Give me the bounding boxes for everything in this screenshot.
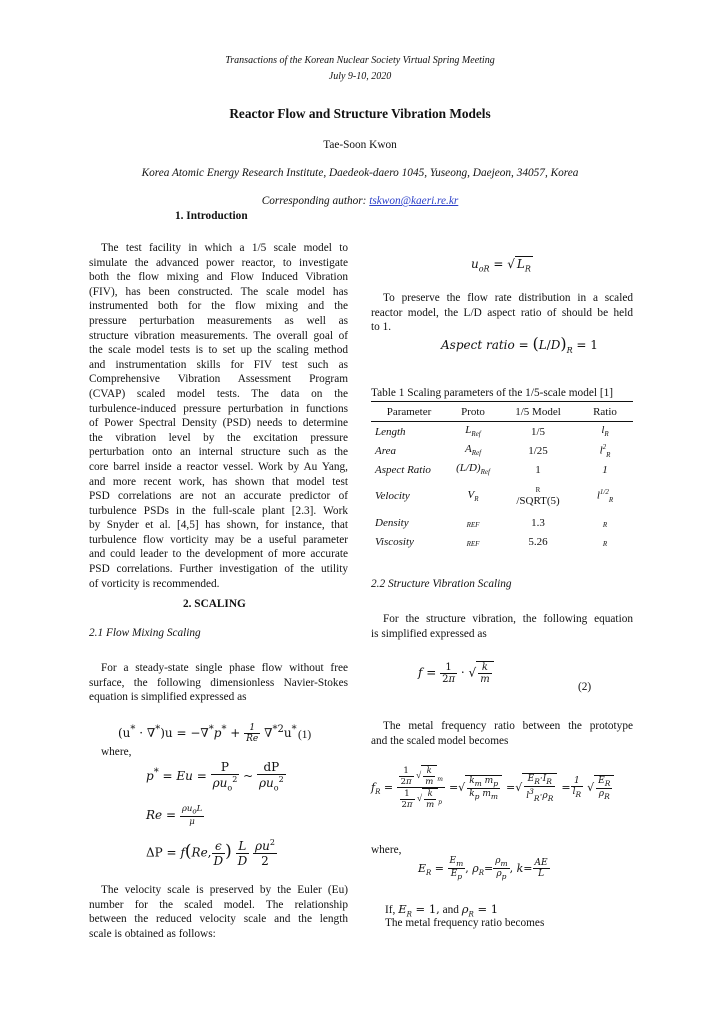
scaling-heading: 2. SCALING <box>183 598 246 610</box>
text-line: core barrel inside a reactor vessel. Work by Au Yang, <box>89 460 348 473</box>
paper-title: Reactor Flow and Structure Vibration Models <box>229 106 491 121</box>
equation-reynolds: Re = $\frac{\rho u_oL}{\mu}$ <box>146 804 203 827</box>
text-line: turbulence-induced pressure perturbation in functions <box>89 402 348 415</box>
author-name: Tae-Soon Kwon <box>323 139 397 151</box>
corresponding-label: Corresponding author: <box>261 195 370 207</box>
ratio-superscript: 2 <box>602 442 607 451</box>
table-header-cell: Proto <box>447 402 499 422</box>
text-line: PSD correlations. Further investigation of the utility <box>89 563 348 576</box>
text-line: of vorticity is recommended. <box>89 577 220 590</box>
velocity-scale-paragraph <box>89 883 348 941</box>
proto-cell <box>447 532 499 551</box>
ratio-cell <box>577 513 633 532</box>
equation-frequency-ratio: $f_R$ = $\frac{1}{2\pi}$ √ $\frac{k}{m}$ $_m$ $\frac{1}{2\pi}$ √ $\frac{k}{m}$ $_p$ =√ $\frac{k_m m_p}{k_p m_m}$ =√ $\frac{E_R\cdot I_R}{l^3_R\cdot\rho_R}$ = $\frac{1}{l_R}$ √ $\frac{E_R}{\rho_R}$ <box>371 765 614 810</box>
equation-pressure-drop: ΔP = f(Re, $\frac{\epsilon}{D}$ ) $\frac{L}{D}$ $\frac{\rho u^2}{2}$ <box>146 838 275 868</box>
text-line: To preserve the flow rate distribution in a scaled <box>383 292 633 304</box>
model-cell <box>499 532 577 551</box>
text-line: simulate the advanced power reactor, to investigate <box>89 256 348 269</box>
where-label: where, <box>101 746 132 758</box>
text-line: by Snyder et al. [4,5] has shown, for instance, that <box>89 519 348 532</box>
ratio-subscript: R <box>602 540 608 549</box>
ratio-cell <box>577 460 633 479</box>
text-line: instrumented both for the flow mixing and the <box>89 300 348 313</box>
text-line: between the reduced velocity scale and the length <box>89 913 348 926</box>
text-line: number for the scaled model. The relationship <box>89 898 348 911</box>
proto-subscript: Ref <box>471 430 481 439</box>
table-row <box>371 422 633 442</box>
ratio-cell <box>577 441 633 460</box>
proto-subscript: R <box>474 495 479 504</box>
where-label-right: where, <box>371 844 402 856</box>
text-line: For a steady-state single phase flow without free <box>101 662 348 674</box>
proto-cell <box>447 479 499 513</box>
ratio-symbol: l <box>596 489 600 502</box>
text-line: to 1. <box>371 321 392 334</box>
aspect-paragraph <box>371 291 633 335</box>
structure-vibration-subheading: 2.2 Structure Vibration Scaling <box>371 578 512 590</box>
table-row <box>371 513 633 532</box>
model-value: 5.26 <box>528 535 548 548</box>
text-line: scale is obtained as follows: <box>89 927 216 940</box>
text-line: Comprehensive Vibration Assessment Program <box>89 373 348 386</box>
scaling-table <box>371 401 633 551</box>
text-line: (CVAP) scaled model tests. The data on the <box>89 387 348 400</box>
model-value: /SQRT(5) <box>516 495 560 507</box>
param-cell: Viscosity <box>375 535 414 548</box>
equation-2-number: (2) <box>578 681 592 693</box>
model-superscript: R <box>535 486 541 494</box>
ratio-subscript: R <box>606 450 611 459</box>
text-line: For the structure vibration, the following equation <box>383 613 633 625</box>
affiliation: Korea Atomic Energy Research Institute, Daedeok-daero 1045, Yuseong, Daejeon, 34057, Korea <box>141 167 579 179</box>
text-line: and more recent work, has shown that model test <box>89 475 348 488</box>
metal-frequency-final-line: The metal frequency ratio becomes <box>385 917 545 929</box>
text-line: pressure perturbation measurements as well as <box>89 314 348 327</box>
model-value: 1/25 <box>528 444 548 457</box>
table-row <box>371 441 633 460</box>
if-label: If, <box>385 904 399 916</box>
equation-aspect-ratio: Aspect ratio = $(L/D)_R = 1$ <box>441 334 598 356</box>
equation-2: f = $\frac{1}{2\pi}$ · √ $\frac{k}{m}$ <box>418 661 494 685</box>
equation-velocity-scale: $u_{oR}$ = √ $L_R$ <box>471 257 531 274</box>
param-cell: Length <box>375 425 406 438</box>
table-row <box>371 460 633 479</box>
text-line: The velocity scale is preserved by the Euler (Eu) <box>101 884 348 896</box>
proto-cell <box>447 441 499 460</box>
text-line: the vibration level by the excitation pressure <box>89 431 348 444</box>
text-line: surface, the following dimensionless Navier-Stokes <box>89 676 348 689</box>
model-cell <box>499 441 577 460</box>
proto-subscript: REF <box>466 521 480 530</box>
proto-cell <box>447 513 499 532</box>
model-value: 1/5 <box>530 425 546 438</box>
ratio-subscript: R <box>608 495 614 504</box>
ratio-symbol: l <box>599 444 603 457</box>
ratio-subscript: R <box>604 430 609 439</box>
flow-mixing-subheading: 2.1 Flow Mixing Scaling <box>89 627 201 639</box>
intro-paragraph <box>89 241 348 591</box>
model-cell <box>499 422 577 442</box>
text-line: reactor model, the L/D aspect ratio of should be held <box>371 306 633 319</box>
ratio-symbol: 1 <box>602 463 608 476</box>
param-cell: Density <box>375 516 409 529</box>
email-link[interactable]: tskwon@kaeri.re.kr <box>369 195 459 207</box>
ratio-subscript: R <box>602 521 608 530</box>
text-line: both the flow mixing and Flow Induced Vibration <box>89 271 348 284</box>
table-header-cell: Ratio <box>577 402 633 422</box>
text-line: is simplified expressed as <box>371 627 487 640</box>
text-line: the scale model tests is to set up the scaling method <box>89 344 348 357</box>
table-row <box>371 479 633 513</box>
proto-subscript: REF <box>466 540 480 549</box>
journal-header-date: July 9-10, 2020 <box>328 71 392 82</box>
proto-subscript: Ref <box>480 468 490 477</box>
proto-subscript: Ref <box>471 449 482 458</box>
text-line: of Power Spectral Density (PSD) needs to determine <box>89 417 348 430</box>
if-condition: If, $E_R = 1$, and $\rho_R = 1$ <box>385 902 499 919</box>
text-line: and instrumentation skills for FIV test such as <box>89 358 348 371</box>
text-line: The metal frequency ratio between the prototype <box>383 720 633 732</box>
param-cell: Velocity <box>375 490 410 502</box>
proto-symbol: (L/D) <box>456 462 481 475</box>
table-row <box>371 532 633 551</box>
text-line: turbulence PSDs in the full-scale plant [2.3]. Work <box>89 504 348 517</box>
text-line: and the scaled model becomes <box>371 734 509 747</box>
proto-cell <box>447 422 499 442</box>
structure-paragraph <box>371 612 633 641</box>
intro-heading: 1. Introduction <box>175 210 248 222</box>
param-cell: Aspect Ratio <box>375 463 431 476</box>
ratio-cell <box>577 532 633 551</box>
ratio-cell <box>577 422 633 442</box>
table-header-cell: Parameter <box>371 402 447 422</box>
equation-1: (u* · ∇*)u = −∇*p* + $\frac{1}{Re}$ ∇$^{*2}$u* <box>118 723 297 744</box>
proto-cell <box>447 460 499 479</box>
ratio-symbol: l <box>601 424 605 437</box>
model-cell <box>499 513 577 532</box>
text-line: structure vibration measurements. The overall goal of <box>89 329 348 342</box>
equation-euler: p* = Eu = $\frac{P}{\rho u_o^2}$ ~ $\frac{dP}{\rho u_o^2}$ <box>146 760 284 793</box>
model-cell <box>499 460 577 479</box>
model-cell <box>499 479 577 513</box>
flow-mixing-paragraph <box>89 661 348 705</box>
table-caption: Table 1 Scaling parameters of the 1/5-scale model [1] <box>371 387 614 399</box>
ratio-superscript: 1/2 <box>599 488 609 497</box>
text-line: PSD correlations are not an accurate predictor of <box>89 490 348 503</box>
model-value: 1.3 <box>531 516 545 529</box>
text-line: and could leader to the development of more accurate <box>89 548 348 561</box>
metal-frequency-paragraph <box>371 719 633 748</box>
param-cell: Area <box>375 444 396 457</box>
table-header-cell: 1/5 Model <box>499 402 577 422</box>
aspect-ratio-label: Aspect ratio <box>441 338 515 352</box>
corresponding-author <box>0 195 720 207</box>
text-line: equation is simplified expressed as <box>89 691 247 704</box>
text-line: perturbation onto an internal structure such as the <box>89 446 348 459</box>
equation-ratio-definitions: $E_R$ = $\frac{E_m}{E_p}$ , $\rho_R=$ $\frac{\rho_m}{\rho_p}$ , k= $\frac{AE}{L}$ <box>418 856 548 881</box>
proto-symbol: A <box>464 443 472 456</box>
ratio-cell <box>577 479 633 513</box>
text-line: turbulence flow vorticity may be a useful parameter <box>89 533 348 546</box>
text-line: (FIV), has been constructed. The scale model has <box>89 285 348 298</box>
model-value: 1 <box>535 463 541 476</box>
proto-symbol: L <box>465 424 472 437</box>
equation-1-number: (1) <box>298 729 312 741</box>
proto-symbol: V <box>467 488 475 501</box>
journal-header-line1: Transactions of the Korean Nuclear Society Virtual Spring Meeting <box>225 55 495 66</box>
text-line: The test facility in which a 1/5 scale model to <box>101 242 348 254</box>
